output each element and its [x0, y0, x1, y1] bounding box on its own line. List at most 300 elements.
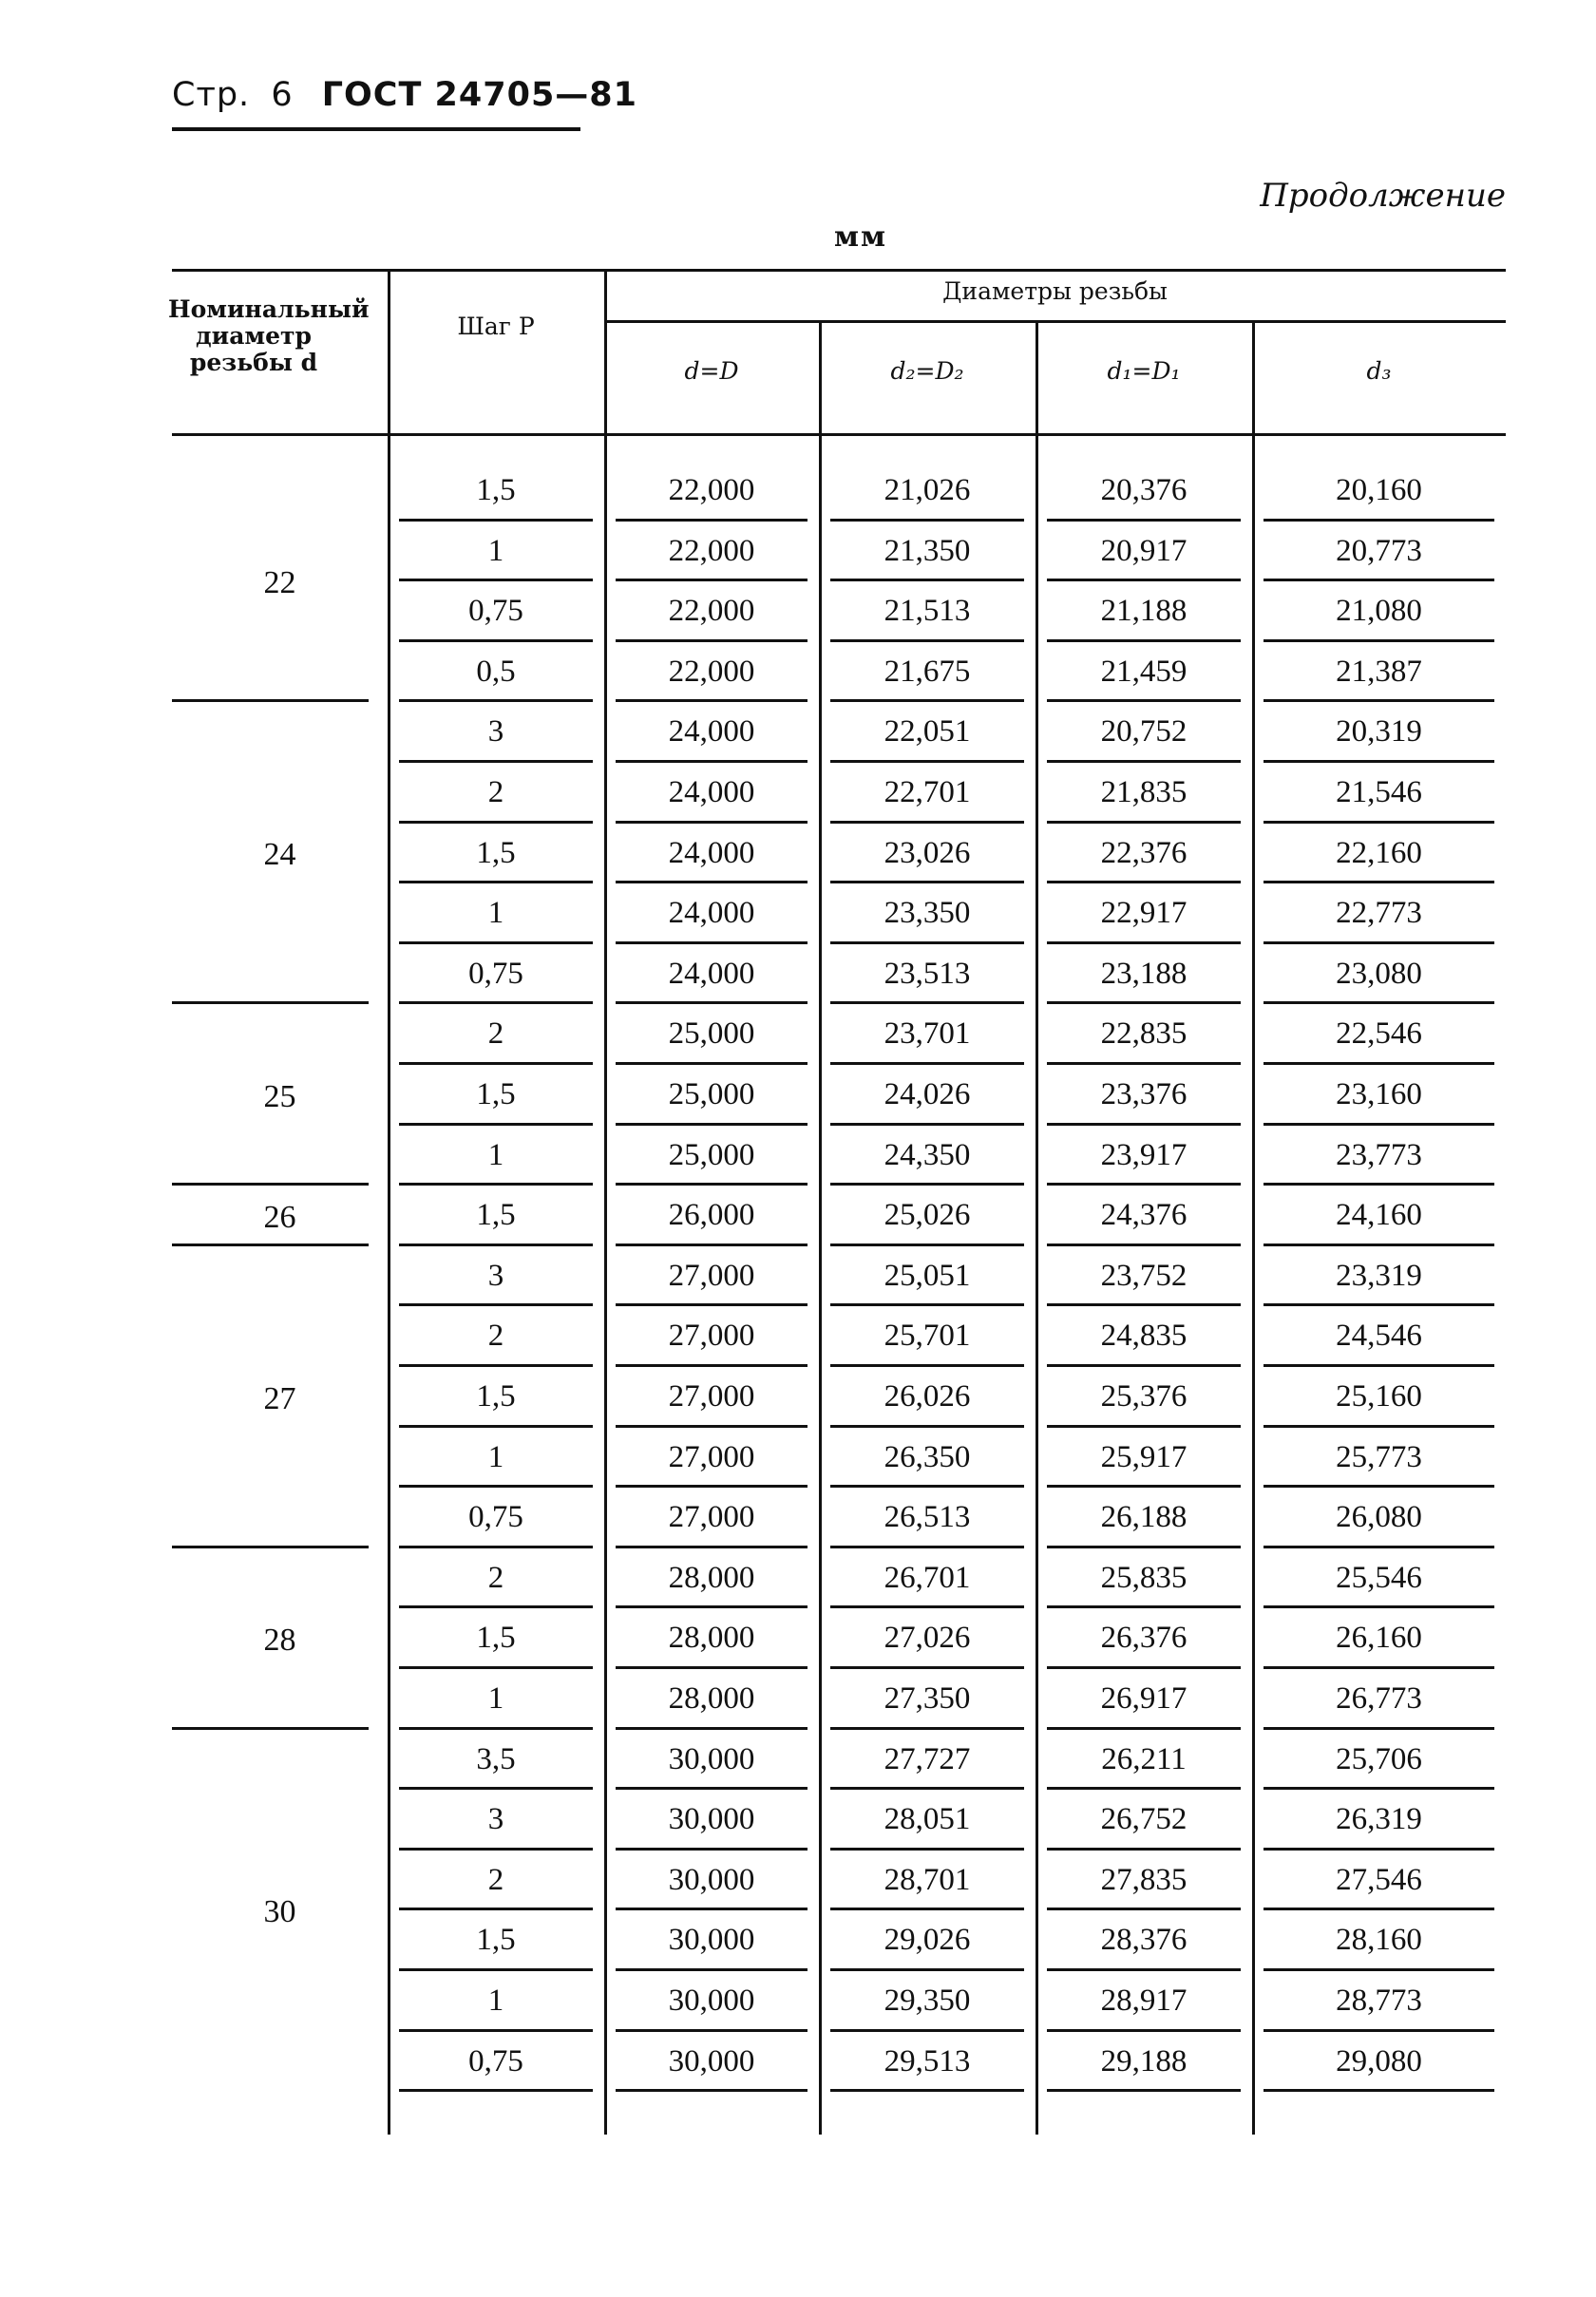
col-d3-header: d₃ [1366, 357, 1392, 385]
col-divider [604, 269, 607, 2135]
row-rule [1047, 1605, 1241, 1608]
row-rule [1047, 699, 1241, 702]
table-cell: 26,701 [884, 1560, 971, 1595]
table-cell: 30,000 [668, 2043, 755, 2079]
table-cell: 21,835 [1100, 775, 1188, 809]
col-divider [388, 269, 390, 2135]
row-rule [830, 1425, 1024, 1428]
row-rule [1264, 1123, 1494, 1126]
header-rule [172, 127, 580, 131]
row-rule [830, 1303, 1024, 1306]
nominal-diameter: 27 [263, 1380, 296, 1416]
table-cell: 0,75 [468, 2043, 523, 2079]
table-cell: 22,000 [668, 473, 755, 507]
table-cell: 1,5 [476, 1198, 516, 1233]
row-rule [399, 1605, 593, 1608]
col-nominal-header: Номинальный диаметр резьбы d [168, 295, 370, 376]
table-cell: 27,000 [668, 1379, 755, 1414]
row-rule [1047, 1425, 1241, 1428]
row-rule [1047, 881, 1241, 883]
row-rule [399, 821, 593, 824]
table-cell: 2 [487, 1016, 504, 1052]
table-cell: 22,917 [1100, 896, 1188, 931]
table-cell: 22,160 [1336, 835, 1422, 870]
table-cell: 24,026 [884, 1077, 971, 1111]
row-rule [616, 2089, 808, 2092]
table-cell: 28,051 [884, 1802, 971, 1837]
row-rule [1264, 1908, 1494, 1910]
table-cell: 26,026 [884, 1379, 971, 1414]
table-cell: 28,000 [668, 1621, 755, 1656]
table-cell: 27,000 [668, 1439, 755, 1474]
table-cell: 23,160 [1336, 1077, 1422, 1111]
row-rule [616, 519, 808, 522]
table-cell: 25,835 [1100, 1560, 1188, 1595]
row-rule [1047, 1546, 1241, 1548]
table-cell: 28,000 [668, 1681, 755, 1716]
row-rule [830, 1727, 1024, 1730]
table-cell: 3,5 [476, 1741, 516, 1776]
row-rule [1264, 760, 1494, 763]
table-cell: 29,080 [1336, 2043, 1422, 2079]
row-rule [399, 1183, 593, 1186]
row-rule [1047, 941, 1241, 944]
row-rule [1264, 2029, 1494, 2032]
row-rule [616, 760, 808, 763]
table-cell: 28,773 [1336, 1984, 1422, 2018]
table-cell: 20,773 [1336, 533, 1422, 568]
table-cell: 3 [487, 714, 504, 750]
table-cell: 21,387 [1336, 654, 1422, 689]
row-rule [1264, 1727, 1494, 1730]
table-cell: 1 [487, 896, 504, 931]
table-cell: 27,727 [884, 1741, 971, 1776]
row-rule [399, 1485, 593, 1488]
table-cell: 21,080 [1336, 594, 1422, 629]
table-cell: 2 [487, 1862, 504, 1897]
row-rule [1264, 579, 1494, 581]
group-separator [172, 1001, 369, 1004]
row-rule [1047, 519, 1241, 522]
row-rule [616, 1062, 808, 1065]
row-rule [1264, 639, 1494, 642]
group-separator [172, 1243, 369, 1246]
row-rule [616, 941, 808, 944]
header-bottom-rule [172, 433, 1506, 436]
row-rule [1264, 1183, 1494, 1186]
row-rule [1264, 2089, 1494, 2092]
row-rule [616, 1183, 808, 1186]
row-rule [1047, 1062, 1241, 1065]
table-cell: 23,701 [884, 1016, 971, 1052]
page-header [172, 76, 637, 114]
table-cell: 27,546 [1336, 1862, 1422, 1897]
group-separator [172, 699, 369, 702]
row-rule [616, 1243, 808, 1246]
row-rule [399, 941, 593, 944]
row-rule [1264, 941, 1494, 944]
table-cell: 30,000 [668, 1984, 755, 2018]
row-rule [616, 1303, 808, 1306]
table-cell: 23,080 [1336, 956, 1422, 991]
row-rule [399, 1546, 593, 1548]
col-d-header: d=D [684, 357, 739, 385]
table-cell: 22,701 [884, 775, 971, 809]
row-rule [399, 1666, 593, 1669]
row-rule [830, 760, 1024, 763]
col-d1-header: d₁=D₁ [1107, 357, 1181, 385]
row-rule [1047, 1666, 1241, 1669]
page-number: 6 [271, 76, 294, 114]
row-rule [616, 1425, 808, 1428]
row-rule [616, 1364, 808, 1367]
table-cell: 24,376 [1100, 1198, 1188, 1233]
row-rule [616, 1908, 808, 1910]
row-rule [830, 1787, 1024, 1790]
row-rule [830, 1546, 1024, 1548]
table-cell: 27,000 [668, 1258, 755, 1293]
row-rule [399, 1425, 593, 1428]
row-rule [616, 1546, 808, 1548]
col-pitch-header: Шаг P [457, 313, 535, 340]
table-cell: 3 [487, 1258, 504, 1293]
table-cell: 23,773 [1336, 1137, 1422, 1172]
row-rule [830, 2029, 1024, 2032]
row-rule [1264, 1243, 1494, 1246]
table-cell: 1,5 [476, 1923, 516, 1958]
table-cell: 25,376 [1100, 1379, 1188, 1414]
row-rule [399, 1908, 593, 1910]
table-cell: 25,706 [1336, 1741, 1422, 1776]
table-cell: 24,835 [1100, 1319, 1188, 1354]
row-rule [399, 579, 593, 581]
row-rule [616, 1848, 808, 1851]
row-rule [399, 1243, 593, 1246]
row-rule [1047, 1968, 1241, 1971]
row-rule [830, 1123, 1024, 1126]
standard-code: ГОСТ 24705—81 [321, 76, 638, 114]
table-cell: 20,319 [1336, 714, 1422, 750]
table-cell: 2 [487, 1560, 504, 1595]
nominal-diameter: 30 [263, 1894, 296, 1930]
nominal-diameter: 25 [263, 1078, 296, 1114]
table-cell: 1 [487, 1439, 504, 1474]
row-rule [399, 1303, 593, 1306]
table-cell: 20,376 [1100, 473, 1188, 507]
row-rule [399, 1787, 593, 1790]
table-cell: 30,000 [668, 1802, 755, 1837]
table-cell: 28,376 [1100, 1923, 1188, 1958]
table-cell: 23,319 [1336, 1258, 1422, 1293]
row-rule [616, 1727, 808, 1730]
row-rule [399, 1123, 593, 1126]
table-cell: 21,513 [884, 594, 971, 629]
table-cell: 0,75 [468, 1500, 523, 1535]
table-cell: 26,917 [1100, 1681, 1188, 1716]
row-rule [830, 1968, 1024, 1971]
table-cell: 29,026 [884, 1923, 971, 1958]
row-rule [1264, 1968, 1494, 1971]
row-rule [830, 1485, 1024, 1488]
row-rule [399, 1968, 593, 1971]
row-rule [1264, 881, 1494, 883]
row-rule [616, 579, 808, 581]
row-rule [399, 1001, 593, 1004]
row-rule [616, 2029, 808, 2032]
row-rule [616, 1605, 808, 1608]
table-cell: 1,5 [476, 473, 516, 507]
col-d2-header: d₂=D₂ [890, 357, 964, 385]
nominal-diameter: 28 [263, 1623, 296, 1659]
table-cell: 1 [487, 1137, 504, 1172]
table-cell: 22,546 [1336, 1016, 1422, 1052]
group-separator [172, 1727, 369, 1730]
table-top-rule [172, 269, 1506, 272]
table-cell: 25,917 [1100, 1439, 1188, 1474]
table-cell: 26,513 [884, 1500, 971, 1535]
row-rule [1047, 1908, 1241, 1910]
table-cell: 1 [487, 1681, 504, 1716]
table-cell: 26,376 [1100, 1621, 1188, 1656]
table-cell: 23,752 [1100, 1258, 1188, 1293]
row-rule [1264, 1485, 1494, 1488]
row-rule [1264, 1425, 1494, 1428]
table-cell: 26,160 [1336, 1621, 1422, 1656]
table-cell: 27,026 [884, 1621, 971, 1656]
row-rule [616, 821, 808, 824]
table-cell: 30,000 [668, 1923, 755, 1958]
continuation-label: Продолжение [1260, 177, 1506, 215]
row-rule [616, 1968, 808, 1971]
row-rule [399, 1727, 593, 1730]
table-cell: 0,75 [468, 956, 523, 991]
row-rule [830, 881, 1024, 883]
table-cell: 0,5 [476, 654, 516, 689]
table-cell: 26,350 [884, 1439, 971, 1474]
table-cell: 1 [487, 533, 504, 568]
table-cell: 27,000 [668, 1319, 755, 1354]
nominal-diameter: 22 [263, 565, 296, 601]
table-cell: 27,000 [668, 1500, 755, 1535]
col-divider [819, 320, 822, 2135]
table-cell: 23,188 [1100, 956, 1188, 991]
table-cell: 22,000 [668, 533, 755, 568]
table-cell: 30,000 [668, 1741, 755, 1776]
row-rule [399, 519, 593, 522]
table-cell: 1,5 [476, 1379, 516, 1414]
table-cell: 23,917 [1100, 1137, 1188, 1172]
table-cell: 22,773 [1336, 896, 1422, 931]
table-cell: 1,5 [476, 835, 516, 870]
row-rule [399, 699, 593, 702]
table-cell: 27,835 [1100, 1862, 1188, 1897]
row-rule [1047, 1787, 1241, 1790]
table-cell: 2 [487, 775, 504, 809]
table-cell: 28,917 [1100, 1984, 1188, 2018]
row-rule [830, 1001, 1024, 1004]
row-rule [830, 519, 1024, 522]
group-separator [172, 1546, 369, 1548]
row-rule [399, 639, 593, 642]
row-rule [830, 699, 1024, 702]
row-rule [616, 1485, 808, 1488]
table-cell: 1,5 [476, 1621, 516, 1656]
row-rule [399, 1364, 593, 1367]
table-cell: 25,701 [884, 1319, 971, 1354]
page-label: Стр. [172, 76, 251, 114]
table-cell: 24,000 [668, 714, 755, 750]
row-rule [830, 1183, 1024, 1186]
row-rule [616, 881, 808, 883]
table-cell: 24,000 [668, 835, 755, 870]
row-rule [1047, 1364, 1241, 1367]
table-cell: 25,773 [1336, 1439, 1422, 1474]
row-rule [1264, 519, 1494, 522]
table-cell: 27,350 [884, 1681, 971, 1716]
diameters-group-rule [604, 320, 1506, 323]
table-cell: 2 [487, 1319, 504, 1354]
row-rule [1047, 1727, 1241, 1730]
row-rule [830, 2089, 1024, 2092]
table-cell: 26,080 [1336, 1500, 1422, 1535]
row-rule [1047, 821, 1241, 824]
row-rule [1264, 1062, 1494, 1065]
row-rule [1264, 1666, 1494, 1669]
row-rule [830, 821, 1024, 824]
table-cell: 26,752 [1100, 1802, 1188, 1837]
row-rule [616, 1123, 808, 1126]
row-rule [830, 639, 1024, 642]
table-cell: 24,000 [668, 896, 755, 931]
table-cell: 23,026 [884, 835, 971, 870]
table-cell: 26,000 [668, 1198, 755, 1233]
row-rule [1047, 579, 1241, 581]
row-rule [616, 1666, 808, 1669]
table-cell: 21,188 [1100, 594, 1188, 629]
table-cell: 28,000 [668, 1560, 755, 1595]
row-rule [1264, 1848, 1494, 1851]
table-cell: 28,701 [884, 1862, 971, 1897]
nominal-diameter: 26 [263, 1200, 296, 1235]
row-rule [399, 1848, 593, 1851]
row-rule [1047, 760, 1241, 763]
row-rule [1047, 1485, 1241, 1488]
row-rule [1264, 1303, 1494, 1306]
row-rule [830, 1243, 1024, 1246]
row-rule [1047, 2029, 1241, 2032]
table-cell: 30,000 [668, 1862, 755, 1897]
table-cell: 23,350 [884, 896, 971, 931]
table-cell: 25,000 [668, 1016, 755, 1052]
table-cell: 22,000 [668, 654, 755, 689]
table-cell: 20,160 [1336, 473, 1422, 507]
row-rule [1047, 1243, 1241, 1246]
table-cell: 22,051 [884, 714, 971, 750]
row-rule [830, 1062, 1024, 1065]
units-label: мм [834, 220, 888, 254]
row-rule [399, 881, 593, 883]
row-rule [399, 2029, 593, 2032]
table-cell: 26,211 [1101, 1741, 1187, 1776]
table-cell: 20,752 [1100, 714, 1188, 750]
row-rule [1047, 2089, 1241, 2092]
row-rule [1047, 1001, 1241, 1004]
table-cell: 23,513 [884, 956, 971, 991]
row-rule [1047, 1123, 1241, 1126]
table-cell: 22,835 [1100, 1016, 1188, 1052]
col-divider [1252, 320, 1255, 2135]
table-cell: 22,000 [668, 594, 755, 629]
table-cell: 29,188 [1100, 2043, 1188, 2079]
table-cell: 1,5 [476, 1077, 516, 1111]
row-rule [830, 1848, 1024, 1851]
row-rule [399, 1062, 593, 1065]
table-cell: 24,000 [668, 775, 755, 809]
table-cell: 24,160 [1336, 1198, 1422, 1233]
row-rule [1264, 1364, 1494, 1367]
table-cell: 25,026 [884, 1198, 971, 1233]
table-cell: 21,675 [884, 654, 971, 689]
row-rule [830, 1666, 1024, 1669]
table-cell: 25,546 [1336, 1560, 1422, 1595]
table-cell: 26,773 [1336, 1681, 1422, 1716]
row-rule [1264, 1787, 1494, 1790]
row-rule [1264, 699, 1494, 702]
table-cell: 25,000 [668, 1137, 755, 1172]
table-cell: 20,917 [1100, 533, 1188, 568]
table-cell: 26,319 [1336, 1802, 1422, 1837]
row-rule [1264, 821, 1494, 824]
row-rule [616, 1787, 808, 1790]
table-cell: 21,026 [884, 473, 971, 507]
table-cell: 21,546 [1336, 775, 1422, 809]
row-rule [830, 579, 1024, 581]
table-cell: 25,160 [1336, 1379, 1422, 1414]
table-cell: 28,160 [1336, 1923, 1422, 1958]
row-rule [616, 639, 808, 642]
table-cell: 26,188 [1100, 1500, 1188, 1535]
row-rule [399, 2089, 593, 2092]
row-rule [1047, 1303, 1241, 1306]
table-cell: 24,546 [1336, 1319, 1422, 1354]
row-rule [830, 941, 1024, 944]
table-cell: 3 [487, 1802, 504, 1837]
row-rule [616, 699, 808, 702]
table-cell: 21,459 [1100, 654, 1188, 689]
table-cell: 25,051 [884, 1258, 971, 1293]
row-rule [1047, 1183, 1241, 1186]
table-cell: 24,000 [668, 956, 755, 991]
row-rule [1047, 1848, 1241, 1851]
row-rule [1047, 639, 1241, 642]
col-divider [1036, 320, 1038, 2135]
row-rule [1264, 1546, 1494, 1548]
table-cell: 22,376 [1100, 835, 1188, 870]
table-cell: 29,350 [884, 1984, 971, 2018]
row-rule [830, 1605, 1024, 1608]
table-cell: 25,000 [668, 1077, 755, 1111]
row-rule [399, 760, 593, 763]
row-rule [1264, 1605, 1494, 1608]
group-separator [172, 1183, 369, 1186]
table-cell: 24,350 [884, 1137, 971, 1172]
row-rule [616, 1001, 808, 1004]
row-rule [830, 1364, 1024, 1367]
table-cell: 23,376 [1100, 1077, 1188, 1111]
table-cell: 1 [487, 1984, 504, 2018]
row-rule [1264, 1001, 1494, 1004]
diameters-group-header: Диаметры резьбы [942, 277, 1168, 305]
